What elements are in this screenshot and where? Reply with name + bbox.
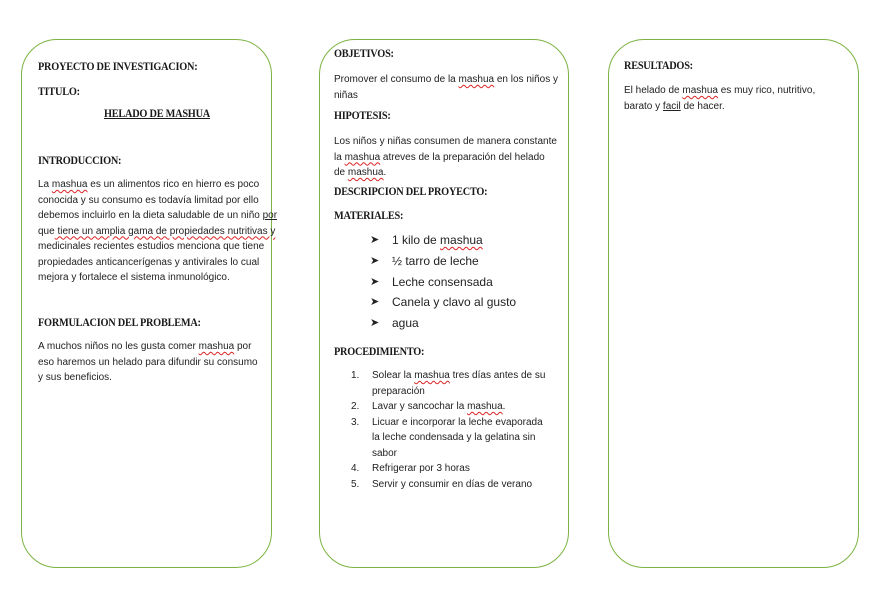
text-line xyxy=(334,88,559,104)
marked-word: facil xyxy=(662,100,681,112)
step-text xyxy=(372,417,543,459)
procedure-step xyxy=(351,399,551,415)
step-number: 1. xyxy=(351,370,360,381)
text-line xyxy=(38,370,258,386)
marked-word: mashua xyxy=(51,179,88,190)
arrow-bullet-icon: ➤ xyxy=(370,254,380,267)
text-run: por xyxy=(234,341,252,352)
text-line xyxy=(624,83,849,99)
marked-word: mashua xyxy=(198,341,235,352)
arrow-bullet-icon: ➤ xyxy=(370,317,380,330)
step-text xyxy=(372,463,470,474)
text-line xyxy=(334,150,559,166)
text-line xyxy=(334,134,559,150)
marked-word: mashua xyxy=(440,233,483,247)
text-run: medicinales recientes estudios menciona que tiene xyxy=(38,241,265,252)
arrow-bullet-icon: ➤ xyxy=(370,275,380,288)
problem-heading: FORMULACION DEL PROBLEMA: xyxy=(38,315,201,329)
text-line xyxy=(334,72,559,88)
text-run: eso haremos un helado para difundir su consumo xyxy=(38,356,258,368)
step-text xyxy=(372,401,505,412)
text-run: la xyxy=(334,151,345,163)
text-line xyxy=(38,193,259,209)
text-run: de hacer. xyxy=(680,100,725,112)
objectives-heading: OBJETIVOS: xyxy=(334,46,394,60)
marked-word: tiene un amplia gama de propiedades nutritivas y xyxy=(54,225,276,237)
step-number: 3. xyxy=(351,416,360,428)
problem-paragraph xyxy=(38,339,258,386)
procedure-step xyxy=(351,368,551,399)
text-run: El helado de xyxy=(624,85,683,96)
marked-word: mashua xyxy=(344,151,381,163)
text-run: es muy rico, nutritivo, xyxy=(717,85,816,96)
text-run: atreves de la preparación del helado xyxy=(380,151,545,163)
text-line xyxy=(38,255,260,271)
text-run: conocida y su consumo es todavía limitad por ello xyxy=(38,194,259,206)
text-run: y sus beneficios. xyxy=(38,372,112,383)
text-run: Canela y clavo al gusto xyxy=(392,295,517,310)
text-line xyxy=(38,239,265,255)
intro-heading: INTRODUCCION: xyxy=(38,153,122,167)
text-run: Solear la xyxy=(372,370,415,381)
intro-paragraph xyxy=(38,177,278,286)
text-run: de xyxy=(334,167,348,178)
step-number: 2. xyxy=(351,401,360,412)
text-run: es un alimentos rico en hierro es poco xyxy=(87,179,260,190)
text-run: Lavar y sancochar la xyxy=(372,401,468,412)
marked-word: mashua xyxy=(458,74,495,85)
text-run: . xyxy=(502,401,506,412)
text-run: niñas xyxy=(334,89,358,101)
text-run: tres días antes de su preparación xyxy=(372,370,546,397)
materials-list xyxy=(370,230,516,334)
text-run: debemos incluirlo en la dieta saludable de un niño xyxy=(38,210,263,221)
text-run: en los niños y xyxy=(494,74,559,85)
step-text xyxy=(372,370,545,397)
text-run: Refrigerar por 3 horas xyxy=(372,463,470,474)
hypothesis-heading: HIPOTESIS: xyxy=(334,108,391,122)
text-line xyxy=(38,224,276,240)
objectives-paragraph xyxy=(334,72,559,103)
procedure-steps xyxy=(351,368,551,492)
text-run: Promover el consumo de la xyxy=(334,74,459,85)
step-number: 5. xyxy=(351,478,360,490)
text-run: Los niños y niñas consumen de manera constante xyxy=(334,136,557,147)
text-line xyxy=(334,165,559,181)
project-title: HELADO DE MASHUA xyxy=(104,106,210,120)
text-run: Leche consensada xyxy=(392,274,493,289)
arrow-bullet-icon: ➤ xyxy=(370,296,380,309)
arrow-bullet-icon: ➤ xyxy=(370,234,380,246)
results-paragraph xyxy=(624,83,849,114)
text-run: mejora y fortalece el sistema inmunológico. xyxy=(38,272,230,283)
text-run: ½ tarro de leche xyxy=(392,253,479,268)
project-heading: PROYECTO DE INVESTIGACION: xyxy=(38,59,198,73)
marked-word: mashua xyxy=(682,85,718,96)
description-heading: DESCRIPCION DEL PROYECTO: xyxy=(334,184,488,198)
text-line xyxy=(624,99,849,115)
text-run: propiedades anticancerígenas y antivirales lo cual xyxy=(38,256,260,268)
material-item xyxy=(370,230,516,251)
title-heading: TITULO: xyxy=(38,84,80,98)
material-item xyxy=(370,313,516,334)
marked-word: mashua xyxy=(414,370,450,381)
procedure-step xyxy=(351,477,551,493)
procedure-heading: PROCEDIMIENTO: xyxy=(334,344,425,358)
text-line xyxy=(38,270,255,286)
hypothesis-paragraph xyxy=(334,134,559,181)
marked-word: mashua xyxy=(347,167,384,178)
text-run: La xyxy=(38,179,52,190)
marked-word: por xyxy=(262,210,278,221)
text-line xyxy=(38,208,278,224)
step-number: 4. xyxy=(351,463,360,474)
text-run: 1 kilo de xyxy=(392,233,441,247)
text-line xyxy=(38,355,258,371)
panel-right xyxy=(608,39,859,568)
text-run: agua xyxy=(392,316,419,331)
materials-heading: MATERIALES: xyxy=(334,208,404,222)
material-item xyxy=(370,292,516,313)
marked-word: mashua xyxy=(467,401,503,412)
procedure-step xyxy=(351,415,551,462)
step-text xyxy=(372,479,532,490)
material-item xyxy=(370,251,516,272)
text-line xyxy=(38,339,258,355)
text-run: que xyxy=(38,225,55,237)
text-line xyxy=(38,177,260,193)
material-item xyxy=(370,272,516,293)
text-run: Servir y consumir en días de verano xyxy=(372,478,533,490)
results-heading: RESULTADOS: xyxy=(624,58,693,72)
text-run: Licuar e incorporar la leche evaporada la leche condensada y la gelatina sin sabor xyxy=(372,416,543,459)
text-run: barato y xyxy=(624,100,663,112)
text-run: . xyxy=(383,167,387,178)
text-run: A muchos niños no les gusta comer xyxy=(38,341,199,352)
procedure-step xyxy=(351,461,551,477)
